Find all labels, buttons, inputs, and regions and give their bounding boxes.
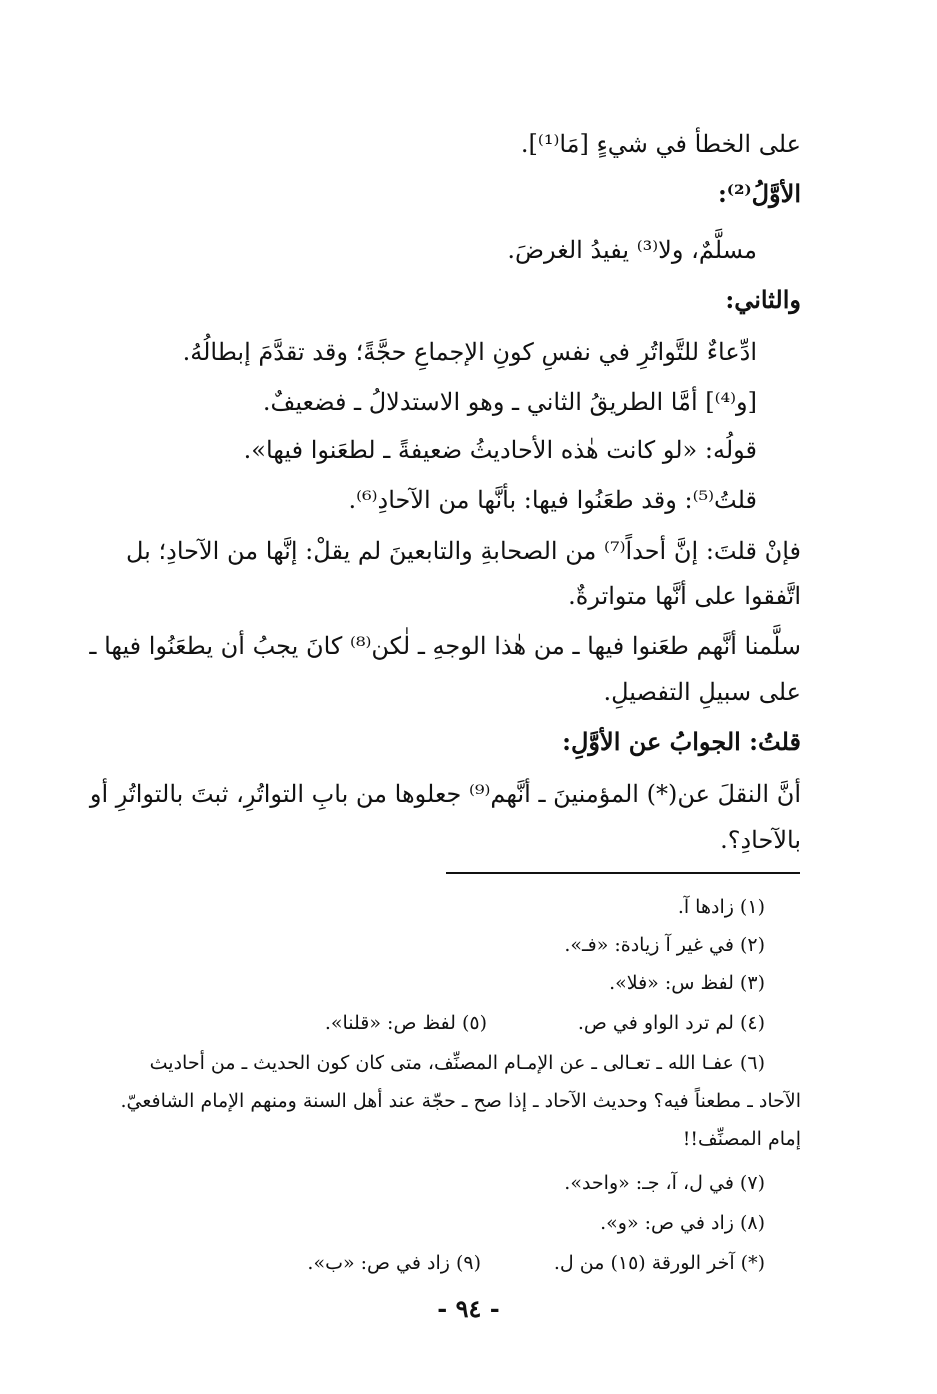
text-line: بالآحادِ؟. [720, 826, 801, 854]
footnote-divider [446, 872, 800, 874]
text-line: قولُه: «لو كانت هٰذه الأحاديثُ ضعيفةً ـ لطعَنوا فيها». [243, 436, 757, 464]
text-line: [و⁽⁴⁾] أمَّا الطريقُ الثاني ـ وهو الاستدلالُ ـ فضعيفٌ. [262, 388, 757, 416]
footnote: (*) آخر الورقة (١٥) من ل. [553, 1252, 765, 1274]
text-line: اتَّفقوا على أنَّها متواترةٌ. [568, 582, 801, 610]
text-line: قلتُ⁽⁵⁾: وقد طعَنُوا فيها: بأنَّها من الآحادِ⁽⁶⁾. [348, 486, 757, 514]
footnote: (٤) لم ترد الواو في ص. [577, 1012, 765, 1034]
footnote: (٨) زاد في ص: «و». [600, 1212, 765, 1234]
footnote-continuation: الآحاد ـ مطعناً فيه؟ وحديث الآحاد ـ إذا صح ـ حجّة عند أهل السنة ومنهم الإمام الشافعيّ. [120, 1090, 801, 1112]
text-line: سلَّمنا أنَّهم طعَنوا فيها ـ من هٰذا الوجهِ ـ لٰكن⁽⁸⁾ كانَ يجبُ أن يطعَنُوا فيها ـ [89, 632, 801, 660]
footnote: (٥) لفظ ص: «قلنا». [324, 1012, 487, 1034]
footnote: (٦) عفـا الله ـ تعـالى ـ عن الإمـام المصنِّف، متى كان كون الحديث ـ من أحاديث [149, 1052, 765, 1074]
text-line: ادِّعاءٌ للتَّواتُرِ في نفسِ كونِ الإجماعِ حجَّةً؛ وقد تقدَّمَ إبطالُهُ. [182, 338, 757, 366]
section-heading: قلتُ: الجوابُ عن الأوَّلِ: [562, 727, 801, 756]
page-number: - ٩٤ - [437, 1294, 500, 1323]
text-line: على سبيلِ التفصيلِ. [603, 678, 801, 706]
section-heading: والثاني: [725, 285, 801, 314]
footnote: (٩) زاد في ص: «ب». [307, 1252, 481, 1274]
section-heading: الأوَّلُ⁽²⁾: [717, 179, 801, 208]
text-line: على الخطأ في شيءٍ [مَا⁽¹⁾]. [520, 130, 801, 158]
footnote: (٧) في ل، آ، جـ: «واحد». [564, 1172, 765, 1194]
text-line: مسلَّمٌ، ولا⁽³⁾ يفيدُ الغرضَ. [507, 236, 757, 264]
footnote-continuation: إمام المصنِّف!! [682, 1128, 801, 1150]
footnote: (٢) في غير آ زيادة: «فـ». [564, 934, 765, 956]
text-line: فإنْ قلتَ: إنَّ أحداً⁽⁷⁾ من الصحابةِ والتابعينَ لم يقلْ: إنَّها من الآحادِ؛ بل [126, 537, 801, 565]
footnote: (٣) لفظ س: «فلا». [609, 972, 765, 994]
text-line: أنَّ النقلَ عن(*) المؤمنينَ ـ أنَّهم⁽⁹⁾ جعلوها من بابِ التواتُرِ، ثبتَ بالتواتُرِ أو [89, 780, 801, 808]
footnote: (١) زادها آ. [677, 896, 765, 918]
